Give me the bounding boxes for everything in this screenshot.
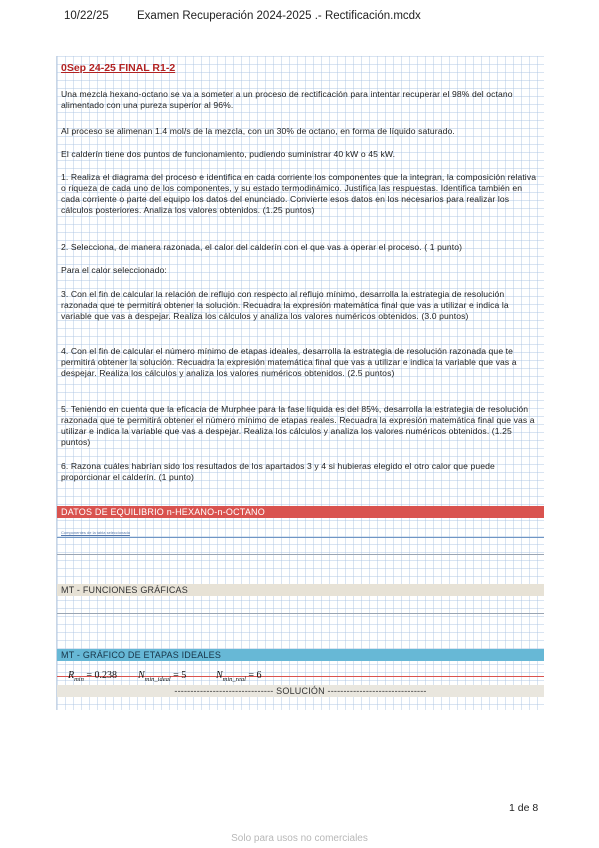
- statement-paragraph: Una mezcla hexano-octano se va a someter a un proceso de rectificación para intentar recuperar el 98% del octano alimentado con una pureza superior al 96%.: [61, 89, 513, 110]
- section-graph-functions[interactable]: MT - FUNCIONES GRÁFICAS: [57, 584, 544, 596]
- n-real-value: = 6: [248, 670, 262, 681]
- n-ideal-subscript: min_ideal: [144, 676, 171, 683]
- document-title: Examen Recuperación 2024-2025 .- Rectificación.mcdx: [137, 10, 421, 22]
- result-n-real: [216, 670, 262, 683]
- exam-title: 0Sep 24-25 FINAL R1-2: [61, 62, 176, 74]
- divider: [57, 676, 544, 677]
- rmin-symbol: R: [68, 670, 75, 681]
- statement-paragraph: Para el calor seleccionado:: [61, 265, 167, 275]
- result-rmin: [68, 670, 117, 683]
- question-6: 6. Razona cuáles habrían sido los resultados de los apartados 3 y 4 si hubieras elegido el otro calor que puede proporcionar el calderín. (1 punto): [61, 461, 495, 482]
- question-1: 1. Realiza el diagrama del proceso e identifica en cada corriente los componentes que la integran, la composición relativa o riqueza de cada uno de los componentes, y su estado termodinámico. Justifica las respuestas. Identifica también en cada corriente o parte del equipo los datos del enunciado. Convierte esos datos en los necesarios para realizar los cálculos posteriores. Analiza los valores obtenidos. (1.25 puntos): [61, 172, 537, 215]
- statement-paragraph: Al proceso se alimenan 1.4 mol/s de la mezcla, con un 30% de octano, en forma de líquido saturado.: [61, 126, 455, 136]
- statement-paragraph: El calderín tiene dos puntos de funcionamiento, pudiendo suministrar 40 kW o 45 kW.: [61, 149, 396, 159]
- section-stages-graph[interactable]: MT - GRÁFICO DE ETAPAS IDEALES: [57, 649, 544, 661]
- watermark-notice: Solo para usos no comerciales: [231, 833, 368, 844]
- section-solution[interactable]: ------------------------------- SOLUCIÓN -------------------------------: [57, 685, 544, 697]
- section-equilibrium-data[interactable]: DATOS DE EQUILIBRIO n-HEXANO-n-OCTANO: [57, 506, 544, 518]
- divider: [57, 554, 544, 555]
- print-date: 10/22/25: [64, 10, 109, 22]
- equilibrium-note: Componentes de la tabla seleccionada: [61, 530, 130, 535]
- question-5: 5. Teniendo en cuenta que la eficacia de Murphee para la fase líquida es del 85%, desarrolla la estrategia de resolución razonada que te permitirá obtener el número mínimo de etapas reales. Recuadra la expresión matemática final que vas a utilizar e indica la variable que vas a despejar. Realiza los cálculos y analiza los valores numéricos obtenidos. (1.25 puntos): [61, 404, 535, 447]
- print-header: [0, 10, 599, 28]
- rmin-value: = 0.238: [86, 670, 117, 681]
- n-real-symbol: N: [216, 670, 223, 681]
- page-number: 1 de 8: [509, 802, 539, 814]
- result-n-ideal: [138, 670, 186, 683]
- question-4: 4. Con el fin de calcular el número mínimo de etapas ideales, desarrolla la estrategia de resolución razonada que te permitirá obtener la solución. Recuadra la expresión matemática final que vas a utilizar e indica la variable que vas a despejar. Realiza los cálculos y analiza los valores numéricos obtenidos. (2.5 puntos): [61, 346, 517, 378]
- n-ideal-value: = 5: [173, 670, 187, 681]
- rmin-subscript: min: [74, 676, 84, 683]
- worksheet-page: [56, 56, 544, 710]
- divider: [57, 537, 544, 538]
- question-2: 2. Selecciona, de manera razonada, el calor del calderín con el que vas a operar el proceso. ( 1 punto): [61, 242, 463, 252]
- n-real-subscript: min_real: [222, 676, 246, 683]
- question-3: 3. Con el fin de calcular la relación de reflujo con respecto al reflujo mínimo, desarrolla la estrategia de resolución razonada que te permitirá obtener la solución. Recuadra la expresión matemática final que vas a utilizar e indica la variable que vas a despejar. Realiza los cálculos y analiza los valores numéricos obtenidos. (3.0 puntos): [61, 289, 509, 321]
- n-ideal-symbol: N: [138, 670, 145, 681]
- divider: [57, 613, 544, 614]
